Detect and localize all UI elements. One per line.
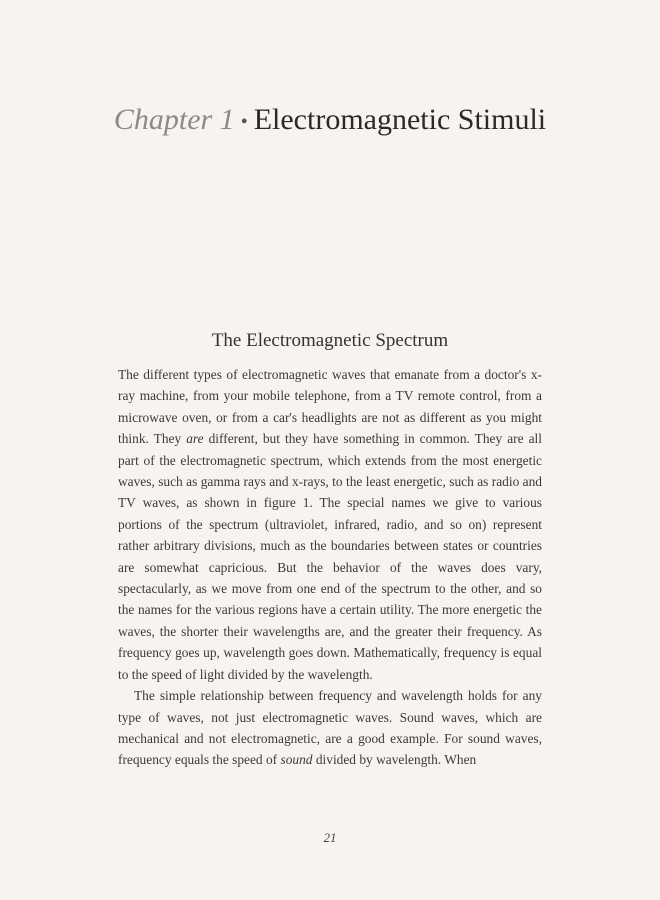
emphasis-text: are [186,431,204,447]
paragraph-text: different, but they have something in common. They are all part of the electromagnetic spectrum, which extends from the most energetic waves, such as gamma rays and x-rays, to the least energetic, such as radio and TV waves, as shown in figure 1. The special names we give to various portions of the spectrum (ultraviolet, infrared, radio, and so on) represent rather arbitrary divisions, much as the boundaries between states or countries are somewhat capricious. But the behavior of the waves does vary, spectacularly, as we move from one end of the spectrum to the other, and so the names for the various regions have a certain utility. The more energetic the waves, the shorter their wavelengths are, and the greater their frequency. As frequency goes up, wavelength goes down. Mathematically, frequency is equal to the speed of light divided by the wavelength. [118,431,542,682]
paragraph-text: The different types of electromagnetic waves that emanate from a doctor's x-ray machine, from your mobile telephone, from a TV remote control, from a microwave oven, or from a car's headlights are not as different as you might think. They [118,367,542,447]
chapter-label: Chapter 1 [113,103,235,136]
chapter-heading [0,100,660,142]
paragraph-1 [118,364,542,685]
paragraph-2 [118,685,542,771]
paragraph-text: The simple relationship between frequency and wavelength holds for any type of waves, not just electromagnetic waves. Sound waves, which are mechanical and not electromagnetic, are a good example. For sound waves, frequency equals the speed of [118,688,542,768]
body-text [118,364,542,771]
chapter-bullet: • [240,111,248,134]
emphasis-text: sound [280,752,313,768]
section-heading: The Electromagnetic Spectrum [211,330,449,351]
chapter-title: Electromagnetic Stimuli [253,103,547,136]
paragraph-text: divided by wavelength. When [312,752,477,768]
page-number: 21 [323,830,337,845]
